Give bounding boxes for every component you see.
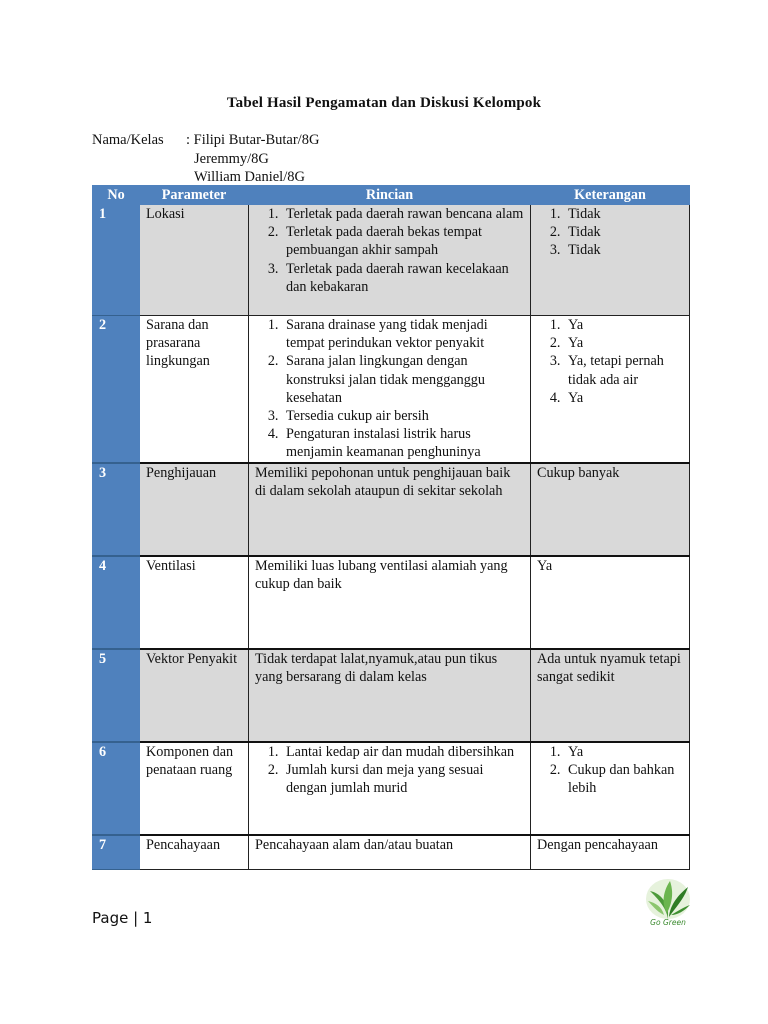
header-rincian: Rincian (249, 186, 531, 205)
keterangan-cell: Dengan pencahayaan (531, 835, 690, 870)
keterangan-cell (531, 316, 690, 463)
parameter-cell: Sarana dan prasarana lingkungan (140, 316, 249, 463)
list-item: 2. Jumlah kursi dan meja yang sesuai dengan jumlah murid (282, 761, 524, 797)
group-members (92, 131, 319, 187)
go-green-leaf-logo-icon (640, 875, 696, 927)
keterangan-list (537, 743, 683, 798)
rincian-cell: Memiliki pepohonan untuk penghijauan baik di dalam sekolah ataupun di sekitar sekolah (249, 463, 531, 556)
list-item: 2. Sarana jalan lingkungan dengan konstruksi jalan tidak mengganggu kesehatan (282, 352, 524, 407)
observation-table (92, 185, 690, 870)
members-label: Nama/Kelas (92, 132, 164, 148)
row-number: 4 (93, 556, 140, 649)
list-item: 2. Tidak (564, 223, 683, 241)
table-row (93, 649, 690, 742)
header-parameter: Parameter (140, 186, 249, 205)
row-number: 3 (93, 463, 140, 556)
keterangan-cell: Cukup banyak (531, 463, 690, 556)
parameter-cell: Komponen dan penataan ruang (140, 742, 249, 835)
list-item: 3. Tersedia cukup air bersih (282, 407, 524, 425)
table-row (93, 742, 690, 835)
rincian-list (255, 743, 524, 798)
list-item: 1. Ya (564, 743, 683, 761)
keterangan-list (537, 205, 683, 260)
list-item: 1. Ya (564, 316, 683, 334)
table-row (93, 463, 690, 556)
header-keterangan: Keterangan (531, 186, 690, 205)
parameter-cell: Lokasi (140, 205, 249, 316)
list-item: 2. Terletak pada daerah bekas tempat pembuangan akhir sampah (282, 223, 524, 259)
row-number: 1 (93, 205, 140, 316)
rincian-cell (249, 205, 531, 316)
list-item: 1. Terletak pada daerah rawan bencana alam (282, 205, 524, 223)
keterangan-cell (531, 742, 690, 835)
list-item: 3. Terletak pada daerah rawan kecelakaan dan kebakaran (282, 260, 524, 296)
rincian-cell (249, 316, 531, 463)
table-row (93, 205, 690, 316)
list-item: 4. Ya (564, 389, 683, 407)
list-item: 4. Pengaturan instalasi listrik harus menjamin keamanan penghuninya (282, 425, 524, 461)
list-item: 1. Sarana drainase yang tidak menjadi tempat perindukan vektor penyakit (282, 316, 524, 352)
keterangan-cell: Ya (531, 556, 690, 649)
row-number: 6 (93, 742, 140, 835)
parameter-cell: Vektor Penyakit (140, 649, 249, 742)
member-name: : Filipi Butar-Butar/8G (186, 132, 320, 148)
table-header-row (93, 186, 690, 205)
row-number: 2 (93, 316, 140, 463)
table-row (93, 316, 690, 463)
rincian-cell: Tidak terdapat lalat,nyamuk,atau pun tikus yang bersarang di dalam kelas (249, 649, 531, 742)
table-row (93, 556, 690, 649)
parameter-cell: Pencahayaan (140, 835, 249, 870)
parameter-cell: Ventilasi (140, 556, 249, 649)
rincian-list (255, 205, 524, 296)
logo-text: Go Green (650, 918, 686, 927)
list-item: 3. Ya, tetapi pernah tidak ada air (564, 352, 683, 388)
member-name: William Daniel/8G (194, 169, 305, 185)
list-item: 2. Cukup dan bahkan lebih (564, 761, 683, 797)
list-item: 1. Lantai kedap air dan mudah dibersihkan (282, 743, 524, 761)
keterangan-list (537, 316, 683, 407)
rincian-cell: Memiliki luas lubang ventilasi alamiah yang cukup dan baik (249, 556, 531, 649)
row-number: 7 (93, 835, 140, 870)
rincian-list (255, 316, 524, 462)
page-number: Page | 1 (92, 909, 153, 927)
keterangan-cell (531, 205, 690, 316)
row-number: 5 (93, 649, 140, 742)
document-title: Tabel Hasil Pengamatan dan Diskusi Kelompok (226, 95, 542, 111)
list-item: 2. Ya (564, 334, 683, 352)
header-no: No (93, 186, 140, 205)
member-name: Jeremmy/8G (194, 150, 269, 167)
list-item: 3. Tidak (564, 241, 683, 259)
list-item: 1. Tidak (564, 205, 683, 223)
parameter-cell: Penghijauan (140, 463, 249, 556)
keterangan-cell: Ada untuk nyamuk tetapi sangat sedikit (531, 649, 690, 742)
rincian-cell: Pencahayaan alam dan/atau buatan (249, 835, 531, 870)
rincian-cell (249, 742, 531, 835)
table-row (93, 835, 690, 870)
